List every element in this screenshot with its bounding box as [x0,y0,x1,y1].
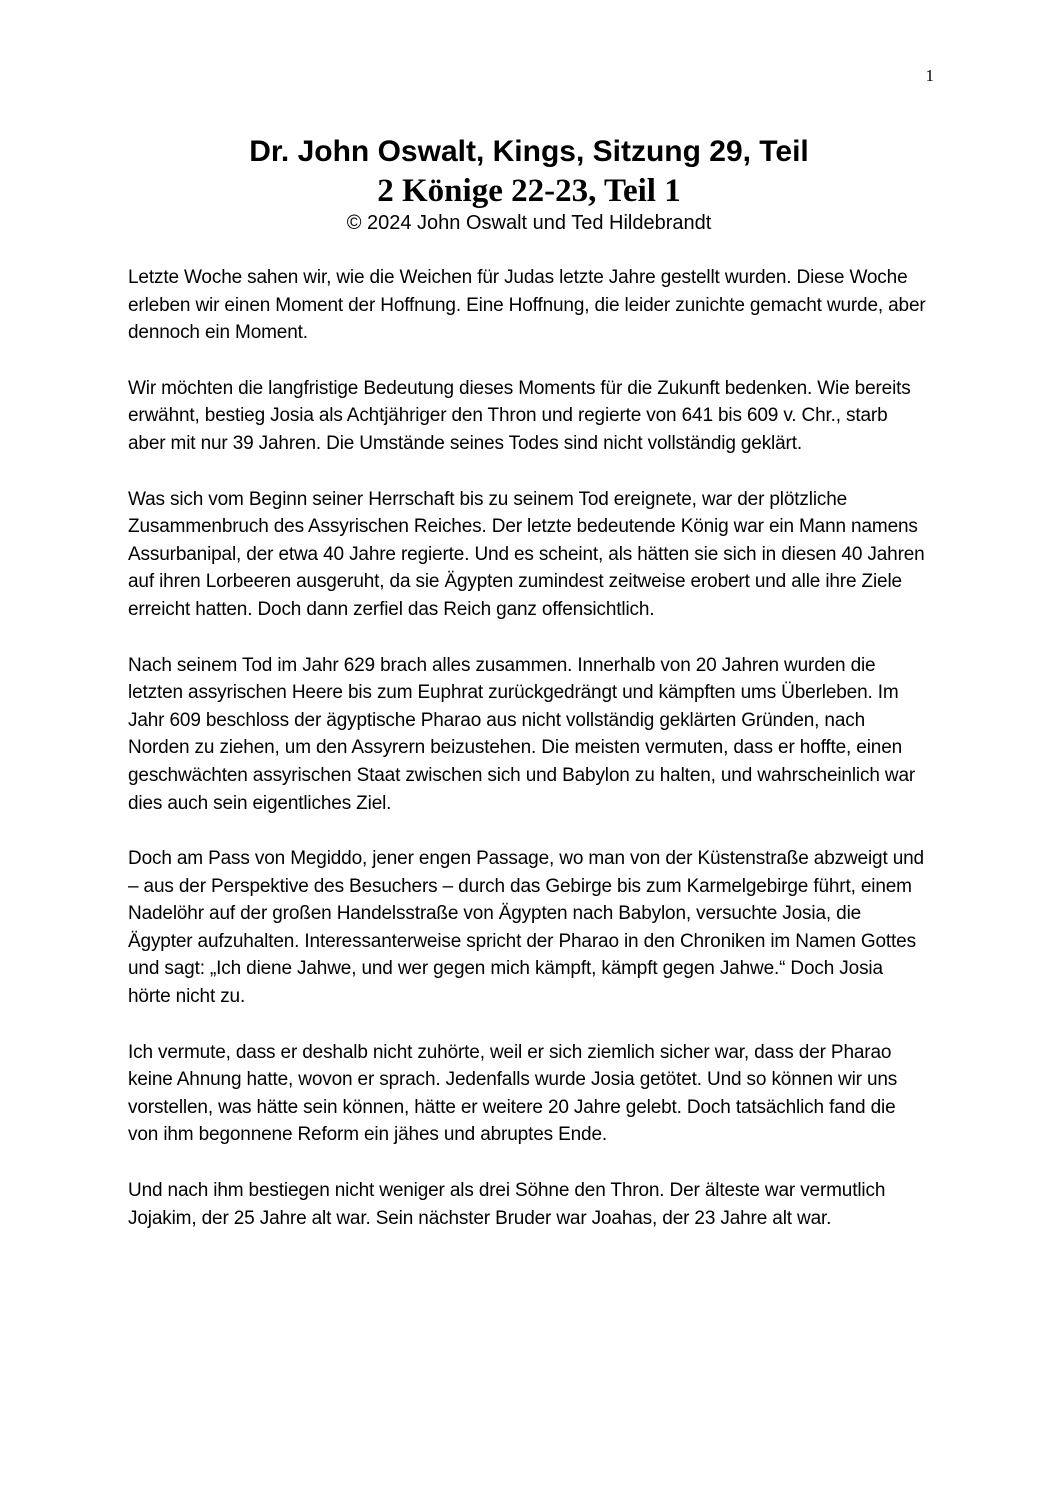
paragraph: Wir möchten die langfristige Bedeutung dieses Moments für die Zukunft bedenken. Wie bereits erwähnt, bestieg Josia als Achtjähriger den Thron und regierte von 641 bis 609 v. Chr., starb aber mit nur 39 Jahren. Die Umstände seines Todes sind nicht vollständig geklärt. [128,377,911,454]
paragraph: Nach seinem Tod im Jahr 629 brach alles zusammen. Innerhalb von 20 Jahren wurden die letzten assyrischen Heere bis zum Euphrat zurückgedrängt und kämpften ums Überleben. Im Jahr 609 beschloss der ägyptische Pharao aus nicht vollständig geklärten Gründen, nach Norden zu ziehen, um den Assyrern beizustehen. Die meisten vermuten, dass er hoffte, einen geschwächten assyrischen Staat zwischen sich und Babylon zu halten, und wahrscheinlich war dies auch sein eigentliches Ziel. [128,654,916,814]
document-title: Dr. John Oswalt, Kings, Sitzung 29, Teil [249,135,809,168]
paragraph: Was sich vom Beginn seiner Herrschaft bis zu seinem Tod ereignete, war der plötzliche Zusammenbruch des Assyrischen Reiches. Der letzte bedeutende König war ein Mann namens Assurbanipal, der etwa 40 Jahre regierte. Und es scheint, als hätten sie sich in diesen 40 Jahren auf ihren Lorbeeren ausgeruht, da sie Ägypten zumindest zeitweise erobert und alle ihre Ziele erreicht hatten. Doch dann zerfiel das Reich ganz offensichtlich. [128,488,925,620]
copyright-notice: © 2024 John Oswalt und Ted Hildebrandt [346,212,712,234]
paragraph: Ich vermute, dass er deshalb nicht zuhörte, weil er sich ziemlich sicher war, dass der Pharao keine Ahnung hatte, wovon er sprach. Jedenfalls wurde Josia getötet. Und so können wir uns vorstellen, was hätte sein können, hätte er weitere 20 Jahre gelebt. Doch tatsächlich fand die von ihm begonnene Reform ein jähes und abruptes Ende. [128,1041,898,1146]
document-body [128,264,930,1260]
paragraph: Und nach ihm bestiegen nicht weniger als drei Söhne den Thron. Der älteste war vermutlich Jojakim, der 25 Jahre alt war. Sein nächster Bruder war Joahas, der 23 Jahre alt war. [128,1180,886,1229]
document-header [0,134,1058,236]
paragraph: Doch am Pass von Megiddo, jener engen Passage, wo man von der Küstenstraße abzweigt und – aus der Perspektive des Besuchers – durch das Gebirge bis zum Karmelgebirge führt, einem Nadelöhr auf der großen Handelsstraße von Ägypten nach Babylon, versuchte Josia, die Ägypter aufzuhalten. Interessanterweise spricht der Pharao in den Chroniken im Namen Gottes und sagt: „Ich diene Jahwe, und wer gegen mich kämpft, kämpft gegen Jahwe.“ Doch Josia hörte nicht zu. [128,848,924,1008]
page-number: 1 [925,66,934,85]
paragraph: Letzte Woche sahen wir, wie die Weichen für Judas letzte Jahre gestellt wurden. Diese Woche erleben wir einen Moment der Hoffnung. Eine Hoffnung, die leider zunichte gemacht wurde, aber dennoch ein Moment. [128,267,926,344]
document-subtitle: 2 Könige 22-23, Teil 1 [377,173,681,209]
